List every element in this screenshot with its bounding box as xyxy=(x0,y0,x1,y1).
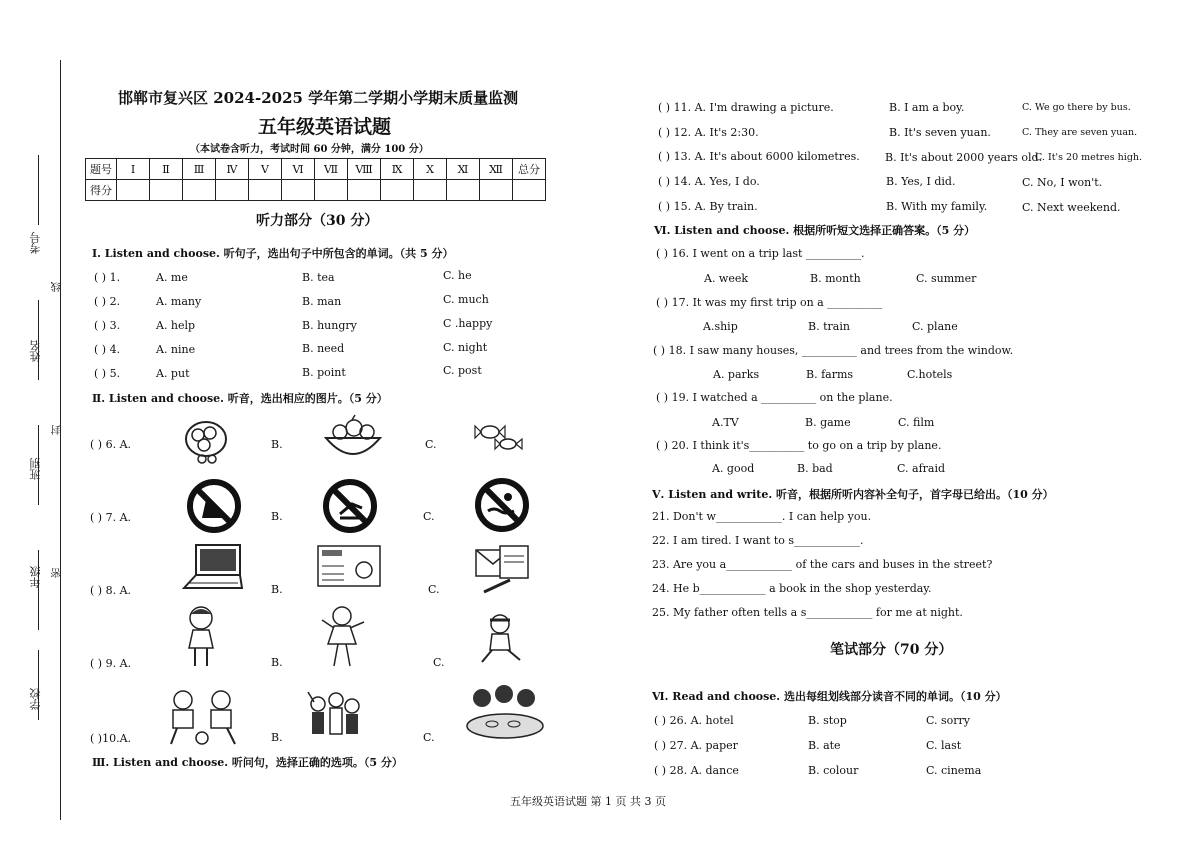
option-c[interactable]: C. summer xyxy=(916,272,977,285)
option-b[interactable]: B. farms xyxy=(806,368,854,381)
option-b[interactable]: B. xyxy=(271,731,283,744)
section-5-heading: Ⅴ. Listen and write. 听音，根据所听内容补全句子，首字母已给出。（10 分） xyxy=(652,488,1054,501)
fill-in-sentence[interactable]: 23. Are you a____________ of the cars and buses in the street? xyxy=(652,558,993,571)
label-name: 姓名 xyxy=(29,340,42,362)
option-b[interactable]: B. hungry xyxy=(302,319,357,332)
question-number[interactable]: ( ) 4. xyxy=(94,343,121,356)
exam-note: （本试卷含听力，考试时间 60 分钟，满分 100 分） xyxy=(190,144,429,155)
section-6-heading: Ⅵ. Read and choose. 选出每组划线部分读音不同的单词。（10 分） xyxy=(652,690,1007,703)
fill-in-sentence[interactable]: 24. He b____________ a book in the shop yesterday. xyxy=(652,582,932,595)
score-cell: Ⅷ xyxy=(348,159,381,180)
score-input-cell[interactable] xyxy=(282,180,315,201)
score-cell: 题号 xyxy=(86,159,117,180)
option-c[interactable]: C. No, I won't. xyxy=(1022,176,1103,189)
score-cell: Ⅲ xyxy=(183,159,216,180)
option-a[interactable]: A.ship xyxy=(703,320,738,333)
option-b[interactable]: B. bad xyxy=(797,462,833,475)
score-cell: Ⅳ xyxy=(216,159,249,180)
option-b[interactable]: B. man xyxy=(302,295,342,308)
laptop-picture[interactable] xyxy=(182,542,248,594)
option-b[interactable]: B. xyxy=(271,656,283,669)
option-c[interactable]: C.hotels xyxy=(907,368,953,381)
question-number[interactable]: ( )10.A. xyxy=(90,732,132,745)
question-item[interactable]: ( ) 28. A. dance xyxy=(654,764,739,777)
option-b[interactable]: B. xyxy=(271,583,283,596)
question-number[interactable]: ( ) 2. xyxy=(94,295,121,308)
option-c[interactable]: C. night xyxy=(443,341,488,354)
option-c[interactable]: C. xyxy=(433,656,445,669)
option-a[interactable]: A. many xyxy=(156,295,202,308)
option-c[interactable]: C .happy xyxy=(443,317,493,330)
no-swimming-sign-picture[interactable] xyxy=(474,477,530,533)
seal-mark-seal: 封 xyxy=(52,425,63,435)
score-input-cell[interactable] xyxy=(447,180,480,201)
question-item[interactable]: ( ) 16. I went on a trip last __________. xyxy=(656,247,865,260)
score-input-cell[interactable] xyxy=(183,180,216,201)
option-a[interactable]: A. help xyxy=(156,319,196,332)
score-table xyxy=(85,158,546,201)
fruit-bowl-picture[interactable] xyxy=(322,414,384,466)
score-input-cell[interactable] xyxy=(348,180,381,201)
score-input-cell[interactable] xyxy=(315,180,348,201)
girl-dancing-picture[interactable] xyxy=(320,604,366,670)
girl-standing-picture[interactable] xyxy=(183,604,223,670)
option-c[interactable]: C. last xyxy=(926,739,962,752)
score-cell: Ⅸ xyxy=(381,159,414,180)
option-b[interactable]: B. stop xyxy=(808,714,847,727)
seal-mark-line: 线 xyxy=(52,282,63,292)
question-item[interactable]: ( ) 13. A. It's about 6000 kilometres. xyxy=(658,150,860,163)
option-b[interactable]: B. With my family. xyxy=(886,200,988,213)
score-cell: 得分 xyxy=(86,180,117,201)
option-b[interactable]: B. xyxy=(271,438,283,451)
option-b[interactable]: B. xyxy=(271,510,283,523)
option-c[interactable]: C. xyxy=(425,438,437,451)
option-c[interactable]: C. Next weekend. xyxy=(1022,201,1121,214)
label-exam-number: 考号 xyxy=(29,232,42,254)
score-cell: 总分 xyxy=(513,159,546,180)
family-dinner-picture[interactable] xyxy=(462,684,548,744)
option-c[interactable]: C. he xyxy=(443,269,472,282)
option-c[interactable]: C. post xyxy=(443,364,482,377)
question-number[interactable]: ( ) 6. A. xyxy=(90,438,132,451)
exam-title: 邯郸市复兴区 2024-2025 学年第二学期小学期末质量监测 xyxy=(118,89,519,107)
score-input-cell[interactable] xyxy=(414,180,447,201)
grapes-picture[interactable] xyxy=(176,415,240,467)
question-number[interactable]: ( ) 9. A. xyxy=(90,657,132,670)
question-item[interactable]: ( ) 19. I watched a __________ on the plane. xyxy=(656,391,893,404)
question-item[interactable]: ( ) 14. A. Yes, I do. xyxy=(658,175,760,188)
boy-running-picture[interactable] xyxy=(478,612,524,668)
score-input-cell[interactable] xyxy=(249,180,282,201)
option-b[interactable]: B. need xyxy=(302,342,345,355)
option-a[interactable]: A. parks xyxy=(713,368,760,381)
section-4-heading: Ⅵ. Listen and choose. 根据所听短文选择正确答案。（5 分） xyxy=(654,224,976,237)
question-item[interactable]: ( ) 17. It was my first trip on a __________ xyxy=(656,296,883,309)
fill-in-sentence[interactable]: 21. Don't w____________. I can help you. xyxy=(652,510,872,523)
option-c[interactable]: C. It's 20 metres high. xyxy=(1035,152,1143,163)
score-cell: Ⅴ xyxy=(249,159,282,180)
option-b[interactable]: B. It's about 2000 years old. xyxy=(885,151,1043,164)
option-a[interactable]: A. week xyxy=(704,272,749,285)
option-c[interactable]: C. afraid xyxy=(897,462,946,475)
option-b[interactable]: B. It's seven yuan. xyxy=(889,126,991,139)
score-input-cell[interactable] xyxy=(150,180,183,201)
option-c[interactable]: C. We go there by bus. xyxy=(1022,102,1131,113)
kids-playing-football-picture[interactable] xyxy=(163,688,241,748)
score-cell: Ⅱ xyxy=(150,159,183,180)
section-1-heading: Ⅰ. Listen and choose. 听句子，选出句子中所包含的单词。（共 5 分） xyxy=(92,247,454,260)
blank-line-grade xyxy=(38,550,39,630)
score-cell: Ⅶ xyxy=(315,159,348,180)
option-a[interactable]: A.TV xyxy=(712,416,739,429)
option-b[interactable]: B. train xyxy=(808,320,850,333)
score-table-header-row xyxy=(86,159,546,180)
label-school: 学校 xyxy=(29,688,42,710)
question-item[interactable]: ( ) 18. I saw many houses, __________ and trees from the window. xyxy=(653,344,1014,357)
score-input-cell[interactable] xyxy=(216,180,249,201)
postcard-picture[interactable] xyxy=(316,544,382,590)
family-waving-picture[interactable] xyxy=(304,688,366,750)
option-c[interactable]: C. cinema xyxy=(926,764,982,777)
question-item[interactable]: ( ) 12. A. It's 2:30. xyxy=(658,126,759,139)
score-input-cell[interactable] xyxy=(513,180,546,201)
exam-subtitle: 五年级英语试题 xyxy=(258,116,392,138)
score-input-cell[interactable] xyxy=(381,180,414,201)
no-high-heels-sign-picture[interactable] xyxy=(186,478,242,534)
question-number[interactable]: ( ) 3. xyxy=(94,319,121,332)
score-cell: Ⅻ xyxy=(480,159,513,180)
option-c[interactable]: C. much xyxy=(443,293,489,306)
option-c[interactable]: C. sorry xyxy=(926,714,971,727)
writing-part-title: 笔试部分（70 分） xyxy=(830,642,953,658)
option-b[interactable]: B. tea xyxy=(302,271,335,284)
candy-picture[interactable] xyxy=(474,418,526,456)
option-b[interactable]: B. I am a boy. xyxy=(889,101,965,114)
option-a[interactable]: A. nine xyxy=(156,343,196,356)
score-input-cell[interactable] xyxy=(480,180,513,201)
fill-in-sentence[interactable]: 22. I am tired. I want to s____________. xyxy=(652,534,864,547)
option-a[interactable]: A. me xyxy=(156,271,188,284)
option-b[interactable]: B. point xyxy=(302,366,346,379)
question-item[interactable]: ( ) 27. A. paper xyxy=(654,739,738,752)
option-a[interactable]: A. good xyxy=(712,462,755,475)
score-cell: Ⅰ xyxy=(117,159,150,180)
option-b[interactable]: B. game xyxy=(805,416,851,429)
no-skating-sign-picture[interactable] xyxy=(322,478,378,534)
binding-line xyxy=(60,60,61,820)
label-grade: 年级 xyxy=(29,566,42,588)
blank-line-exam-number xyxy=(38,155,39,225)
option-b[interactable]: B. month xyxy=(810,272,861,285)
score-cell: Ⅺ xyxy=(447,159,480,180)
option-c[interactable]: C. xyxy=(428,583,440,596)
option-b[interactable]: B. colour xyxy=(808,764,859,777)
option-a[interactable]: A. put xyxy=(156,367,190,380)
option-c[interactable]: C. xyxy=(423,510,435,523)
score-cell: Ⅹ xyxy=(414,159,447,180)
question-item[interactable]: ( ) 26. A. hotel xyxy=(654,714,734,727)
question-item[interactable]: ( ) 20. I think it's__________ to go on a trip by plane. xyxy=(656,439,942,452)
seal-mark-secret: 密 xyxy=(52,568,63,578)
page-footer: 五年级英语试题 第 1 页 共 3 页 xyxy=(510,795,666,808)
listening-part-title: 听力部分（30 分） xyxy=(256,213,379,229)
question-item[interactable]: ( ) 11. A. I'm drawing a picture. xyxy=(658,101,834,114)
option-c[interactable]: C. film xyxy=(898,416,935,429)
option-c[interactable]: C. They are seven yuan. xyxy=(1022,127,1138,138)
section-2-heading: Ⅱ. Listen and choose. 听音，选出相应的图片。（5 分） xyxy=(92,392,388,405)
option-b[interactable]: B. Yes, I did. xyxy=(886,175,956,188)
question-number[interactable]: ( ) 5. xyxy=(94,367,121,380)
question-number[interactable]: ( ) 7. A. xyxy=(90,511,132,524)
label-class: 班别 xyxy=(29,458,42,480)
option-c[interactable]: C. plane xyxy=(912,320,958,333)
option-b[interactable]: B. ate xyxy=(808,739,841,752)
fill-in-sentence[interactable]: 25. My father often tells a s____________ for me at night. xyxy=(652,606,963,619)
score-table-score-row xyxy=(86,180,546,201)
option-c[interactable]: C. xyxy=(423,731,435,744)
letter-and-pen-picture[interactable] xyxy=(474,542,532,596)
section-3-heading: Ⅲ. Listen and choose. 听问句，选择正确的选项。（5 分） xyxy=(92,756,403,769)
question-number[interactable]: ( ) 1. xyxy=(94,271,121,284)
score-cell: Ⅵ xyxy=(282,159,315,180)
question-item[interactable]: ( ) 15. A. By train. xyxy=(658,200,758,213)
score-input-cell[interactable] xyxy=(117,180,150,201)
question-number[interactable]: ( ) 8. A. xyxy=(90,584,132,597)
